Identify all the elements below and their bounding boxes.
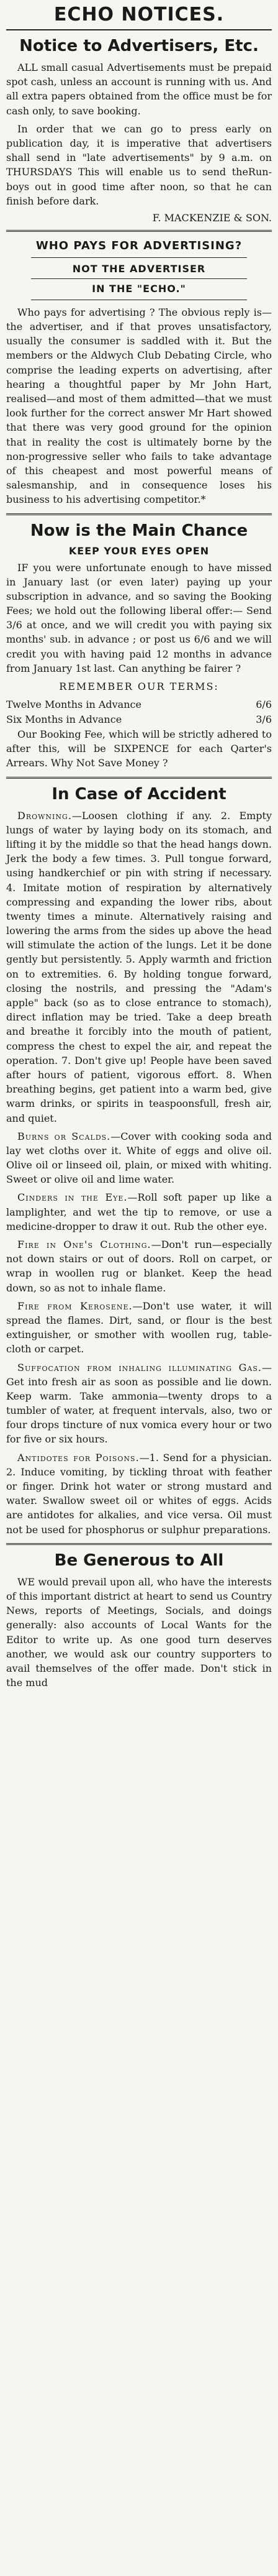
- generous-section: [6, 1551, 272, 1690]
- notice-title: Notice to Advertisers, Etc.: [19, 37, 259, 55]
- who-pays-title: WHO PAYS FOR ADVERTISING?: [35, 239, 243, 252]
- terms-row: [6, 697, 272, 712]
- divider: [6, 230, 272, 232]
- notice-section: [6, 37, 272, 224]
- accident-para: [6, 1360, 272, 1447]
- divider: [6, 29, 272, 30]
- accident-para: [6, 1299, 272, 1357]
- accident-para: [6, 1129, 272, 1187]
- accident-lead: Burns or Scalds.: [17, 1130, 111, 1142]
- newspaper-page: [2, 0, 276, 1690]
- accident-section: [6, 785, 272, 1537]
- divider: [6, 513, 272, 515]
- main-chance-section: [6, 521, 272, 771]
- who-pays-para: Who pays for advertising ? The obvious reply is—the advertiser, and if that proves unsatisfactory, usually the consumer is saddled with it. But the members or the Aldwych Club Debating Circle, who comprise the leading experts on advertising, after hearing a thoughtful paper by Mr John Hart, realised—and most of them admitted—that we must look further for the correct answer Mr Hart showed that there was very good ground for the opinion that in reality the cost is ultimately borne by the non-progressive seller who fails to take advantage of this cheapest and most powerful means of salesmanship, and in consequence loses his business to his advertising competitor.*: [6, 306, 272, 506]
- box-line-2: IN THE "ECHO.": [92, 282, 186, 295]
- notice-para-2: In order that we can go to press early on publication day, it is imperative that advertisers shall send in "late advertisements" by 9 a.m. on THURSDAYS This will enable us to send theRun-boys out in good time after noon, so that he can finish before dark.: [6, 122, 272, 207]
- accident-text: —Don't run—especially not down stairs or out of doors. Roll on carpet, or wrap in woollen rug or blanket. Keep the head down, so as not to inhale flame.: [6, 1239, 272, 1294]
- accident-text: —1. Send for a physician. 2. Induce vomiting, by tickling throat with feather or finger. Drink hot water or strong mustard and water. Swallow sweet oil or whites of eggs. Acids are antidotes for alkalies, and vice versa. Oil must not be used for phosphorus or sulphur preparations.: [6, 1451, 272, 1536]
- accident-lead: Suffocation from inhaling illuminating Gas.: [17, 1361, 262, 1373]
- who-pays-box: [31, 257, 247, 300]
- accident-text: —Get into fresh air as soon as possible and lie down. Keep warm. Take ammonia—twenty drops to a tumbler of water, at frequent intervals, also, two or four drops tincture of nux vomica every hour or two for five or six hours.: [6, 1361, 272, 1446]
- accident-lead: Fire from Kerosene.: [17, 1299, 133, 1312]
- accident-para: [6, 809, 272, 1125]
- accident-lead: Fire in One's Clothing.: [17, 1239, 151, 1250]
- main-chance-title: Now is the Main Chance: [30, 521, 248, 540]
- terms-label: REMEMBER OUR TERMS:: [59, 681, 219, 692]
- masthead: ECHO NOTICES.: [53, 4, 225, 25]
- accident-title: In Case of Accident: [52, 784, 226, 804]
- divider: [6, 1543, 272, 1545]
- who-pays-section: [6, 239, 272, 507]
- accident-text: —Roll soft paper up like a lamplighter, and wet the tip to remove, or use a medicine-dropper to draw it out. Rub the other eye.: [6, 1191, 272, 1232]
- main-chance-subtitle: KEEP YOUR EYES OPEN: [68, 544, 210, 557]
- accident-para: [6, 1451, 272, 1537]
- main-chance-para-1: IF you were unfortunate enough to have missed in January last (or even later) paying up your subscription in advance, and so saving the Booking Fees; we hold out the following liberal offer:— Send 3/6 at once, and we will credit you with paying six months' sub. in advance ; or post us 6/6 and we will credit you with having paid 12 months in advance from January 1st last. Can anything be fairer ?: [6, 561, 272, 674]
- accident-text: —Cover with cooking soda and lay wet cloths over it. White of eggs and olive oil. Olive oil or linseed oil, plain, or mixed with whiting. Sweet or olive oil and lime water.: [6, 1130, 272, 1186]
- main-chance-para-2: Our Booking Fee, which will be strictly adhered to after this, will be SIXPENCE for each Qarter's Arrears. Why Not Save Money ?: [6, 728, 272, 769]
- notice-signature: F. MACKENZIE & SON.: [152, 211, 272, 224]
- generous-title: Be Generous to All: [54, 1551, 224, 1570]
- accident-para: [6, 1190, 272, 1234]
- accident-para: [6, 1237, 272, 1295]
- terms-row: [6, 712, 272, 727]
- divider: [6, 777, 272, 779]
- terms-price: 3/6: [256, 713, 272, 725]
- accident-text: —Don't use water, it will spread the flames. Dirt, sand, or flour is the best extinguisher, or smother with woollen rug, table-cloth or carpet.: [6, 1299, 272, 1355]
- accident-lead: Drowning.: [17, 809, 72, 822]
- box-line-1: NOT THE ADVERTISER: [72, 262, 206, 275]
- accident-lead: Cinders in the Eye.: [17, 1191, 128, 1204]
- terms-label-text: Twelve Months in Advance: [6, 699, 141, 710]
- notice-para-1: ALL small casual Advertisements must be prepaid spot cash, unless an account is running with us. And all extra papers obtained from the office must be for cash only, to save booking.: [6, 62, 272, 117]
- accident-text: —Loosen clothing if any. 2. Empty lungs of water by laying body on its stomach, and lifting it by the middle so that the head hangs down. Jerk the body a few times. 3. Pull tongue forward, using handkerchief or pin with string if necessary. 4. Imitate motion of respiration by alternatively compressing and expanding the lower ribs, about twenty times a minute. Alternatively raising and lowering the arms from the sides up above the head will stimulate the action of the lungs. Let it be done gently but persistently. 5. Apply warmth and friction on to extremities. 6. By holding tongue forward, closing the nostrils, and pressing the "Adam's apple" back (so as to close entrance to stomach), direct inflation may be tried. Take a deep breath and breathe it forcibly into the mouth of patient, compress the chest to expel the air, and repeat the operation. 7. Don't give up! People have been saved after hours of patient, vigorous effort. 8. When breathing begins, get patient into a warm bed, give warm drinks, or spirits in teaspoonsfull, fresh air, and quiet.: [6, 809, 272, 1124]
- terms-label-text: Six Months in Advance: [6, 713, 122, 725]
- generous-para: WE would prevail upon all, who have the interests of this important district at heart to send us Country News, reports of Meetings, Socials, and doings generally: also accounts of Local Wants for the Editor to write up. As one good turn deserves another, we would ask our country supporters to avail themselves of the offer made. Don't stick in the mud: [6, 1575, 272, 1689]
- accident-lead: Antidotes for Poisons.: [17, 1451, 140, 1464]
- divider: [31, 278, 247, 279]
- terms-price: 6/6: [256, 699, 272, 710]
